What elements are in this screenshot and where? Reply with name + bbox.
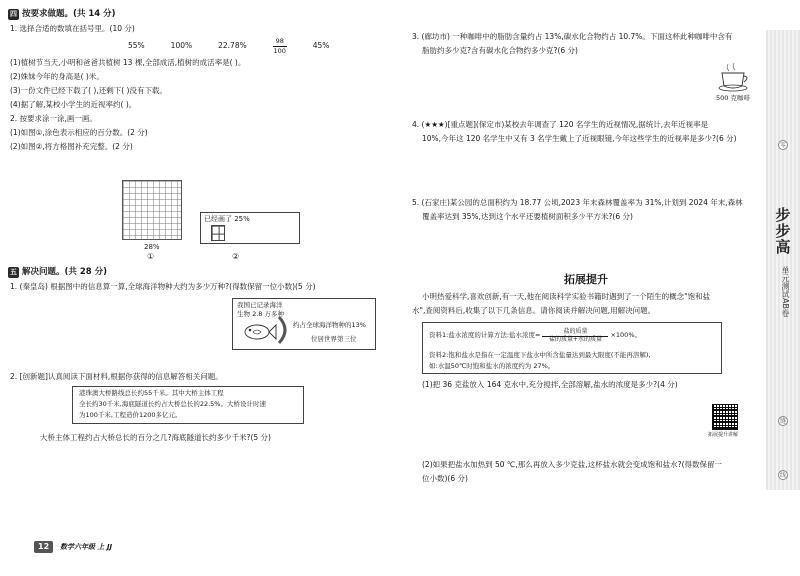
ext-intro-1: 小明热爱科学,喜欢创新,有一天,他在阅读科学实验书籍时遇到了一个陌生的概念"饱和盐 xyxy=(422,292,711,301)
fig2-small-squares xyxy=(211,225,225,241)
section-4-number: 四 xyxy=(10,10,17,19)
q5-line-2: 覆盖率达到 35%,达到这个水平还要植树面积多少平方米?(6 分) xyxy=(422,212,633,221)
q4-line-1: 4. (★★★)[重点题](保定市)某校去年调查了 120 名学生的近视情况,据统计,去年近视率是 xyxy=(412,120,709,129)
fig2-box xyxy=(200,212,300,244)
hundred-grid-figure xyxy=(122,180,182,240)
page-number: 12 xyxy=(34,541,53,553)
section-5-number: 五 xyxy=(10,268,17,277)
section-5-heading xyxy=(8,266,107,278)
info-2-line-2: 如:水温50℃时饱和盐水的浓度约为 27%。 xyxy=(429,362,555,370)
ext-sub-2-line-2: 位小数)(6 分) xyxy=(422,474,468,483)
extension-title: 拓展提升 xyxy=(564,273,608,286)
side-brand: 步步高 xyxy=(775,206,791,256)
info-1-tail: ×100%。 xyxy=(610,331,641,340)
side-subtitle: 单元测试AB卷 xyxy=(781,266,790,317)
fish-text-2: 生物 2.8 万多种 xyxy=(237,310,284,318)
right-page xyxy=(400,0,800,576)
s4-question-2: 2. 按要求涂一涂,画一画。 xyxy=(10,114,97,123)
qr-label: 拓展提升讲解 xyxy=(708,432,739,438)
book-title: 数学六年级 上 JJ xyxy=(60,543,113,551)
fish-text-1: 我国已记录海洋 xyxy=(237,301,283,309)
material-line-3: 为100千米,工程造价1200多亿元。 xyxy=(79,411,182,419)
material-line-1: 港珠澳大桥路线总长约55千米。其中大桥主体工程 xyxy=(79,389,224,397)
s5-question-2: 2. [创新题]认真阅读下面材料,根据你获得的信息解答相关问题。 xyxy=(10,372,223,381)
fig1-label: 28% xyxy=(144,243,160,251)
s4-q2-item-2: (2)如图②,将方格图补充完整。(2 分) xyxy=(10,142,133,151)
info-1 xyxy=(429,329,641,343)
q3-line-1: 3. (廊坊市) 一种咖啡中的脂肪含量约占 13%,碳水化合物约占 10.7%。下面这杯此种咖啡中含有 xyxy=(412,32,733,41)
side-tab xyxy=(766,30,800,490)
section-5-title: 解决问题。(共 28 分) xyxy=(22,267,108,277)
s4-q2-item-1: (1)如图①,涂色表示相应的百分数。(2 分) xyxy=(10,128,148,137)
section-4-title: 按要求做题。(共 14 分) xyxy=(22,9,116,19)
q3-line-2: 脂肪约多少克?含有碳水化合物约多少克?(6 分) xyxy=(422,46,578,55)
q5-line-1: 5. (石家庄)某公园的总面积约为 18.77 公顷,2023 年末森林覆盖率为 31%,计划到 2024 年末,森林 xyxy=(412,198,743,207)
info-1-denominator: 盐的质量+水的质量 xyxy=(548,335,602,343)
cup-label: 500 克咖啡 xyxy=(716,94,750,102)
fish-info-box xyxy=(232,298,376,350)
side-circle-2: 缝 xyxy=(779,418,786,425)
bridge-material-box xyxy=(72,386,304,424)
info-1-fraction xyxy=(542,329,608,343)
fish-icon xyxy=(241,321,277,343)
info-1-numerator: 盐的质量 xyxy=(563,328,588,335)
s4-item-4: (4)据了解,某校小学生的近视率约( )。 xyxy=(10,100,137,109)
fig2-number: ② xyxy=(232,252,240,261)
choice-3: 45% xyxy=(312,40,330,50)
fish-text-3: 约占全球海洋物种的13% xyxy=(293,321,366,329)
ext-intro-2: 水",查阅资料后,收集了以下几条信息。请你阅读并解决问题,用解决问题。 xyxy=(412,306,656,315)
choice-2: 22.78% xyxy=(218,40,247,50)
qr-code[interactable] xyxy=(712,404,738,430)
info-1-label: 资料1:盐水浓度的计算方法:盐水浓度= xyxy=(429,331,541,340)
choice-1: 100% xyxy=(170,40,193,50)
info-box xyxy=(422,322,722,374)
ext-sub-2-line-1: (2)如果把盐水加热到 50 ℃,那么再放入多少克盐,这杯盐水就会变成饱和盐水?(得数保留一 xyxy=(422,460,723,469)
fig1-number: ① xyxy=(147,252,155,261)
s4-question-1: 1. 选择合适的数填在括号里。(10 分) xyxy=(10,24,135,33)
side-circle-3: 线 xyxy=(779,472,786,479)
fraction-numerator: 98 xyxy=(275,37,284,45)
brace-arc-icon xyxy=(277,315,291,345)
s4-item-2: (2)姝妹今年的身高是( )米。 xyxy=(10,72,104,81)
choice-0: 55% xyxy=(128,40,145,50)
coffee-cup-icon xyxy=(716,62,752,92)
side-circle-1: 零 xyxy=(779,142,786,149)
choice-row xyxy=(128,38,329,54)
ext-sub-1: (1)把 36 克盐放入 164 克水中,充分搅拌,全部溶解,盐水的浓度是多少?(4 分) xyxy=(422,380,678,389)
section-4-heading xyxy=(8,8,116,20)
s5-q2-ask: 大桥主体工程约占大桥总长的百分之几?海底隧道长约多少千米?(5 分) xyxy=(40,433,271,442)
q4-line-2: 10%,今年这 120 名学生中又有 3 名学生戴上了近视眼镜,今年这些学生的近视率是多少?(6 分) xyxy=(422,134,737,143)
choice-fraction xyxy=(273,38,287,54)
fish-text-4: 位居世界第三位 xyxy=(311,335,357,343)
fig2-label: 已经画了 25% xyxy=(204,215,250,223)
info-2-line-1: 资料2:饱和盐水是指在一定温度下盐水中所含盐量达到最大限度(不能再溶解), xyxy=(429,351,651,359)
material-line-2: 全长约30千米,海底隧道长约占大桥总长的22.5%。大桥设计时速 xyxy=(79,400,266,408)
s4-item-1: (1)植树节当天,小明和爸爸共植树 13 棵,全部成活,植树的成活率是( )。 xyxy=(10,58,246,67)
fraction-denominator: 100 xyxy=(273,46,286,55)
s4-item-3: (3)一份文件已经下载了( ),还剩下( )没有下载。 xyxy=(10,86,167,95)
s5-question-1: 1. (秦皇岛) 根据图中的信息算一算,全球海洋物种大约为多少万种?(得数保留一位小数)(5 分) xyxy=(10,282,316,291)
